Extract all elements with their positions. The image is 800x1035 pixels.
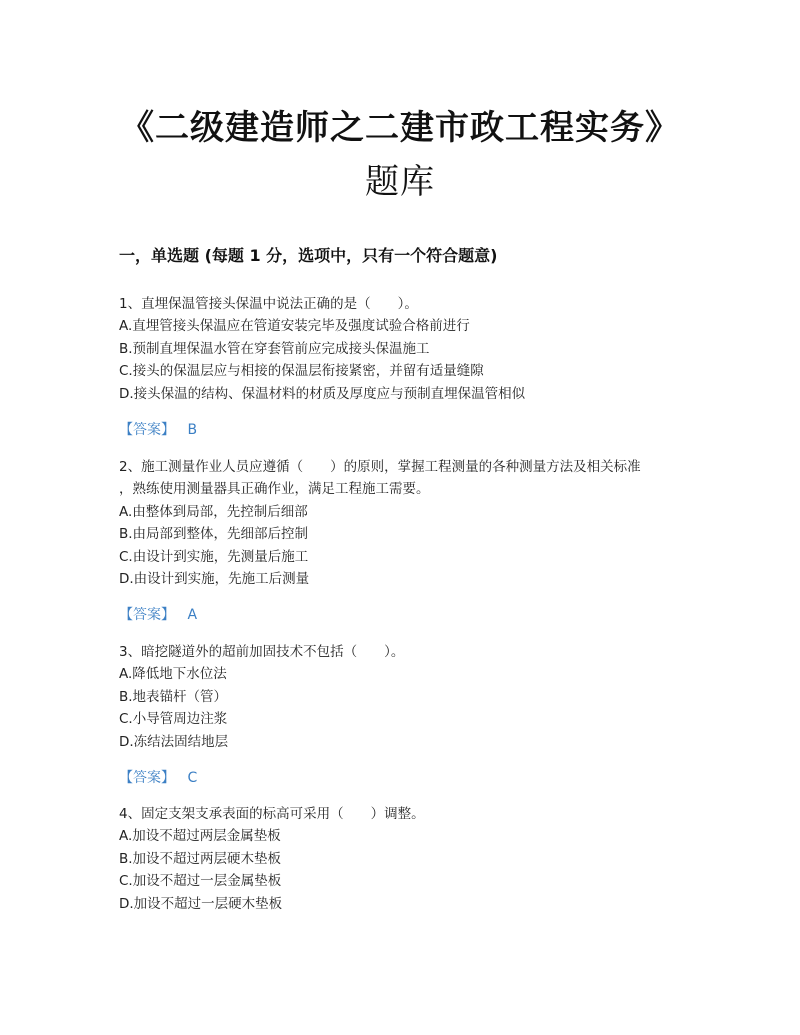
option-c: C.由设计到实施，先测量后施工 <box>119 548 309 565</box>
answer-line <box>119 419 699 441</box>
option-c: C.加设不超过一层金属垫板 <box>119 873 282 890</box>
question-stem: 4、固定支架支承表面的标高可采用（ ）调整。 <box>119 806 425 822</box>
answer-value: B <box>187 422 198 439</box>
option-d: D.接头保温的结构、保温材料的材质及厚度应与预制直埋保温管相似 <box>119 385 526 402</box>
option-a: A.加设不超过两层金属垫板 <box>119 828 281 845</box>
answer-label: 【答案】 <box>119 422 175 439</box>
document-subtitle: 题库 <box>365 162 435 202</box>
option-c: C.小导管周边注浆 <box>119 711 228 728</box>
option-d: D.由设计到实施，先施工后测量 <box>119 571 310 588</box>
option-d: D.冻结法固结地层 <box>119 733 229 750</box>
document-title: 《二级建造师之二建市政工程实务》 <box>120 108 680 148</box>
option-b: B.由局部到整体，先细部后控制 <box>119 526 309 543</box>
question-stem: 1、直埋保温管接头保温中说法正确的是（ ）。 <box>119 296 418 312</box>
answer-line <box>119 767 699 789</box>
question-4 <box>119 803 699 915</box>
answer-value: A <box>187 607 198 624</box>
option-a: A.降低地下水位法 <box>119 666 227 683</box>
answer-label: 【答案】 <box>119 770 175 787</box>
option-b: B.预制直埋保温水管在穿套管前应完成接头保温施工 <box>119 340 430 357</box>
option-c: C.接头的保温层应与相接的保温层衔接紧密，并留有适量缝隙 <box>119 363 484 380</box>
question-stem-continued: ，熟练使用测量器具正确作业，满足工程施工需要。 <box>119 481 430 498</box>
option-b: B.地表锚杆（管） <box>119 688 228 705</box>
option-b: B.加设不超过两层硬木垫板 <box>119 850 282 867</box>
question-stem: 2、施工测量作业人员应遵循（ ）的原则，掌握工程测量的各种测量方法及相关标准 <box>119 459 641 475</box>
question-stem: 3、暗挖隧道外的超前加固技术不包括（ ）。 <box>119 644 405 660</box>
option-a: A.直埋管接头保温应在管道安装完毕及强度试验合格前进行 <box>119 318 470 335</box>
question-2 <box>119 456 699 626</box>
option-a: A.由整体到局部，先控制后细部 <box>119 503 308 520</box>
answer-label: 【答案】 <box>119 607 175 624</box>
option-d: D.加设不超过一层硬木垫板 <box>119 895 283 912</box>
answer-value: C <box>187 770 198 787</box>
answer-line <box>119 604 699 626</box>
section-heading: 一，单选题 (每题 1 分，选项中，只有一个符合题意) <box>119 246 498 265</box>
question-1 <box>119 293 699 441</box>
question-3 <box>119 641 699 789</box>
